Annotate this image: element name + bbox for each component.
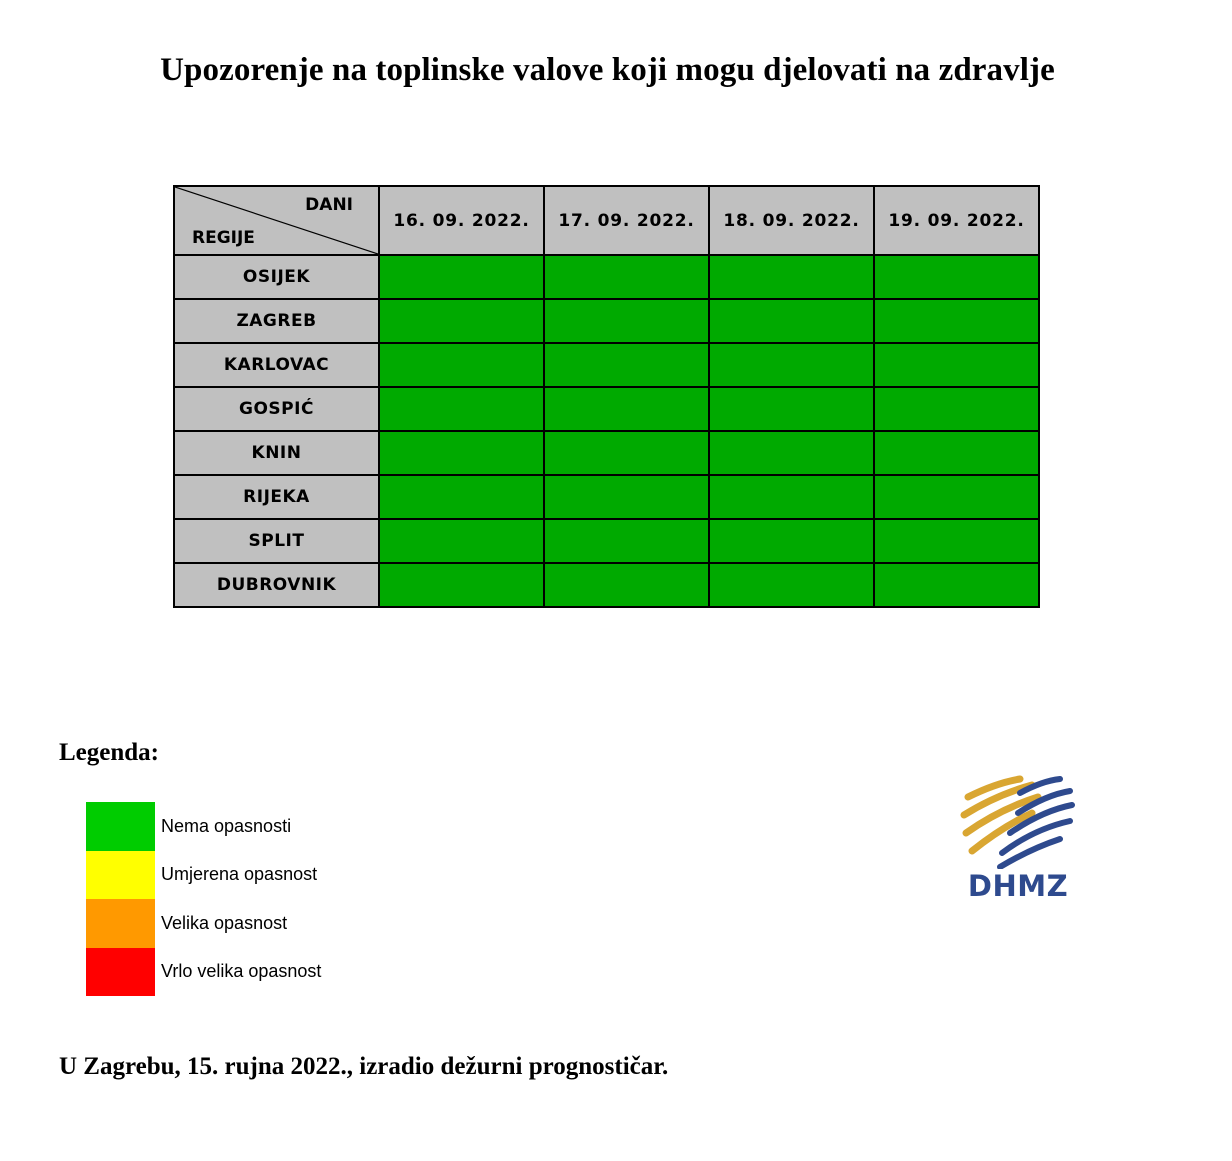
legend-swatch bbox=[86, 851, 155, 900]
warning-cell bbox=[709, 519, 874, 563]
dhmz-logo bbox=[960, 773, 1076, 905]
legend-swatch bbox=[86, 802, 155, 851]
warning-cell bbox=[379, 255, 544, 299]
date-header: 17. 09. 2022. bbox=[544, 186, 709, 255]
warning-cell bbox=[709, 299, 874, 343]
table-row bbox=[174, 255, 1039, 299]
warning-cell bbox=[544, 475, 709, 519]
legend-item bbox=[86, 851, 321, 900]
legend-title: Legenda: bbox=[59, 739, 159, 766]
warning-cell bbox=[544, 563, 709, 607]
table-row bbox=[174, 563, 1039, 607]
legend-item bbox=[86, 802, 321, 851]
legend-label: Velika opasnost bbox=[161, 912, 288, 933]
legend-swatch bbox=[86, 899, 155, 948]
warning-cell bbox=[379, 563, 544, 607]
warning-cell bbox=[379, 475, 544, 519]
region-label: SPLIT bbox=[174, 519, 379, 563]
warning-cell bbox=[379, 299, 544, 343]
warning-cell bbox=[709, 431, 874, 475]
page-title: Upozorenje na toplinske valove koji mogu djelovati na zdravlje bbox=[160, 52, 1055, 88]
warning-cell bbox=[874, 343, 1039, 387]
warning-cell bbox=[544, 343, 709, 387]
warning-cell bbox=[544, 299, 709, 343]
warning-cell bbox=[379, 343, 544, 387]
table-row bbox=[174, 343, 1039, 387]
legend-item bbox=[86, 899, 321, 948]
warning-cell bbox=[874, 475, 1039, 519]
legend-label: Vrlo velika opasnost bbox=[161, 961, 322, 982]
region-label: KARLOVAC bbox=[174, 343, 379, 387]
warning-cell bbox=[709, 475, 874, 519]
table-row bbox=[174, 519, 1039, 563]
warning-cell bbox=[709, 387, 874, 431]
legend-item bbox=[86, 948, 321, 997]
table-row bbox=[174, 299, 1039, 343]
warning-cell bbox=[874, 255, 1039, 299]
legend-swatch bbox=[86, 948, 155, 997]
dhmz-logo-icon bbox=[960, 773, 1076, 869]
warning-cell bbox=[874, 431, 1039, 475]
warning-cell bbox=[709, 343, 874, 387]
warning-cell bbox=[379, 431, 544, 475]
warning-cell bbox=[544, 519, 709, 563]
warning-cell bbox=[874, 519, 1039, 563]
warning-cell bbox=[874, 387, 1039, 431]
warning-cell bbox=[709, 563, 874, 607]
region-label: RIJEKA bbox=[174, 475, 379, 519]
table-header-row bbox=[174, 186, 1039, 255]
legend-label: Umjerena opasnost bbox=[161, 864, 318, 885]
legend-label: Nema opasnosti bbox=[161, 815, 292, 836]
region-label: DUBROVNIK bbox=[174, 563, 379, 607]
footer-note: U Zagrebu, 15. rujna 2022., izradio dežurni prognostičar. bbox=[59, 1053, 669, 1080]
warning-cell bbox=[379, 387, 544, 431]
warning-cell bbox=[874, 299, 1039, 343]
logo-text: DHMZ bbox=[967, 869, 1069, 903]
region-label: KNIN bbox=[174, 431, 379, 475]
warning-cell bbox=[544, 255, 709, 299]
region-label: GOSPIĆ bbox=[174, 387, 379, 431]
date-header: 18. 09. 2022. bbox=[709, 186, 874, 255]
legend bbox=[86, 802, 321, 996]
date-header: 19. 09. 2022. bbox=[874, 186, 1039, 255]
warning-cell bbox=[379, 519, 544, 563]
corner-regions-label: REGIJE bbox=[192, 228, 255, 248]
table-row bbox=[174, 387, 1039, 431]
corner-header bbox=[174, 186, 379, 255]
region-label: ZAGREB bbox=[174, 299, 379, 343]
corner-days-label: DANI bbox=[305, 195, 353, 215]
warning-cell bbox=[709, 255, 874, 299]
date-header: 16. 09. 2022. bbox=[379, 186, 544, 255]
heatwave-warning-table bbox=[173, 185, 1040, 608]
warning-cell bbox=[874, 563, 1039, 607]
warning-cell bbox=[544, 387, 709, 431]
table-row bbox=[174, 431, 1039, 475]
table-row bbox=[174, 475, 1039, 519]
warning-cell bbox=[544, 431, 709, 475]
region-label: OSIJEK bbox=[174, 255, 379, 299]
